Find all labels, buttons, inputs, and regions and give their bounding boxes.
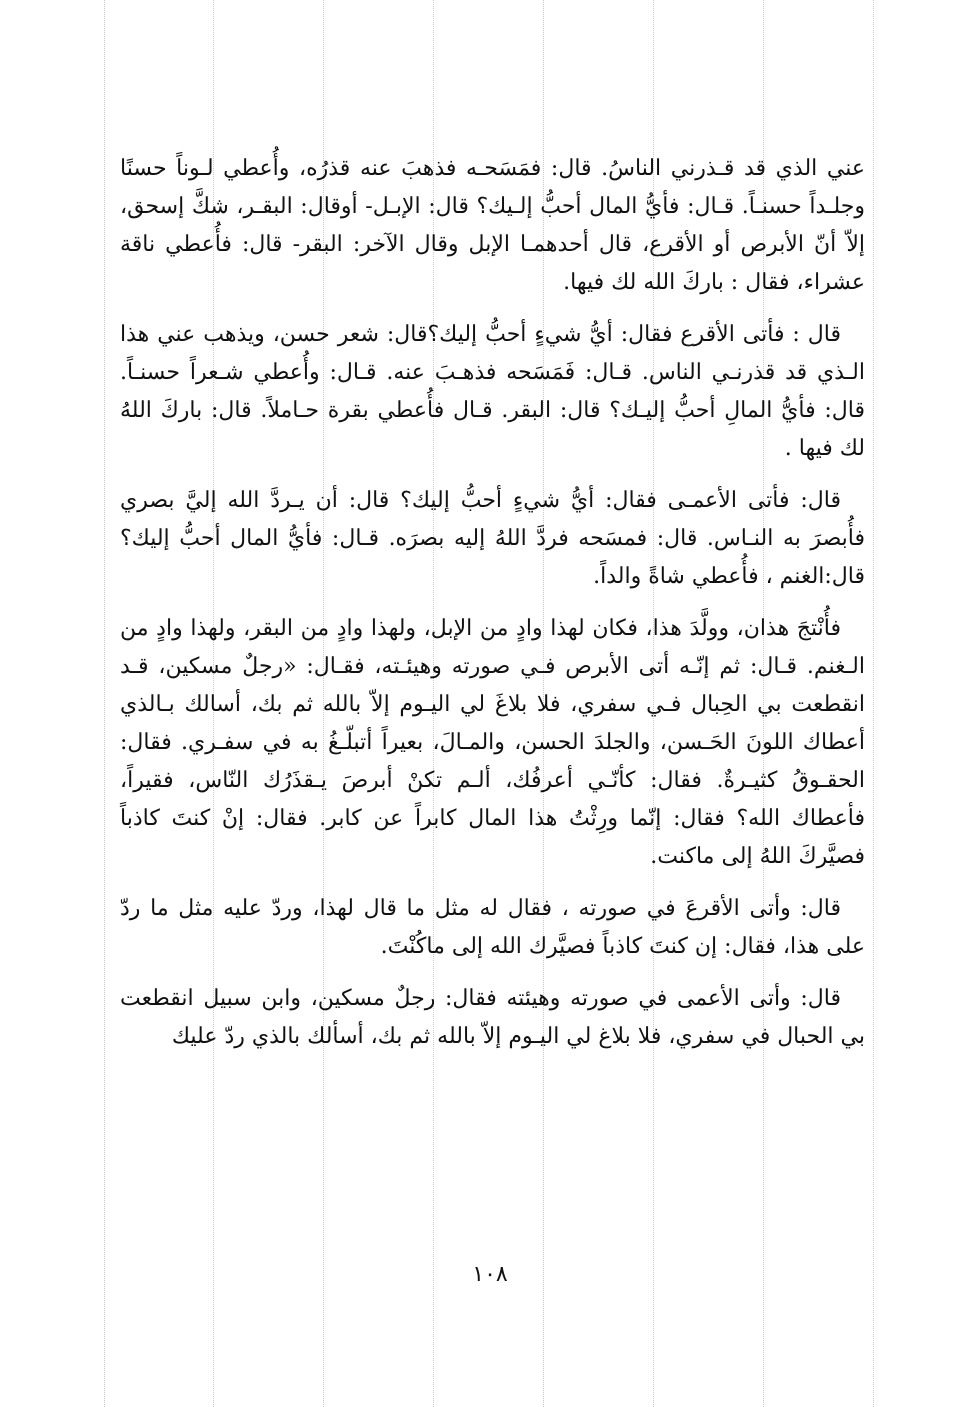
page-guide-line — [104, 0, 105, 1407]
paragraph: فأُنْتجَ هذان، وولَّدَ هذا، فكان لهذا وادٍ من الإبل، ولهذا وادٍ من البقر، ولهذا وادٍ من الـغنم. قـال: ثم إنّـه أتى الأبرص فـي صورته وهيئـته، فقـال: «رجلٌ مسكين، قـد انقطعت بي الحِبال فـي سفري، فلا بلاغَ لي اليـوم إلاّ بالله ثم بك، أسالك بـالذي أعطاك اللونَ الحَـسن، والجلدَ الحسن، والمـالَ، بعيراً أتبلّـغُ به في سفـري. فقال: الحقـوقُ كثيـرةٌ. فقال: كأنّـي أعرفُك، ألـم تكنْ أبرصَ يـقذَرُك النّاس، فقيراً، فأعطاك الله؟ فقال: إنّما ورِثْتُ هذا المال كابراً عن كابر. فقال: إنْ كنتَ كاذباً فصيَّركَ اللهُ إلى ماكنت. — [120, 616, 865, 869]
paragraph: قال: فأتى الأعمـى فقال: أيُّ شيءٍ أحبُّ إليك؟ قال: أن يـردَّ الله إليَّ بصري فأُبصرَ به النـاس. قال: فمسَحه فردَّ اللهُ إليه بصرَه. قـال: فأيُّ المال أحبُّ إليك؟ قال:الغنم ، فأُعطي شاةً والداً. — [120, 488, 865, 589]
paragraph: قال: وأتى الأعمى في صورته وهيئته فقال: رجلٌ مسكين، وابن سبيل انقطعت بي الحبال في سفري، فلا بلاغ لي اليـوم إلاّ بالله ثم بك، أسألك بالذي ردّ عليك — [120, 986, 865, 1049]
paragraph: عني الذي قد قـذرني الناسُ. قال: فمَسَحـه فذهبَ عنه قذرُه، وأُعطي لـوناً حسنًا وجلـداً حسنـاً. قـال: فأيُّ المال أحبُّ إلـيك؟ قال: الإبـل- أوقال: البقـر، شكَّ إسحق، إلاّ أنّ الأبرص أو الأقرع، قال أحدهمـا الإبل وقال الآخر: البقر- قال: فأُعطي ناقة عشراء، فقال : باركَ الله لك فيها. — [120, 156, 865, 295]
paragraph: قال : فأتى الأقرع فقال: أيُّ شيءٍ أحبُّ إليك؟قال: شعر حسن، ويذهب عني هذا الـذي قد قذرنـي الناس. قـال: فَمَسَحه فذهـبَ عنه. قـال: وأُعطي شـعراً حسنـاً. قال: فأيُّ المالِ أحبُّ إليـك؟ قال: البقر. قـال فأُعطي بقرة حـاملاً. قال: باركَ اللهُ لك فيها . — [120, 322, 865, 461]
page-number: ١٠٨ — [472, 1262, 508, 1287]
page-body — [120, 150, 865, 1070]
paragraph: قال: وأتى الأقرعَ في صورته ، فقال له مثل ما قال لهذا، وردّ عليه مثل ما ردّ على هذا، فقال: إن كنتَ كاذباً فصيَّرك الله إلى ماكُنْتَ. — [120, 896, 865, 959]
page-guide-line — [873, 0, 874, 1407]
